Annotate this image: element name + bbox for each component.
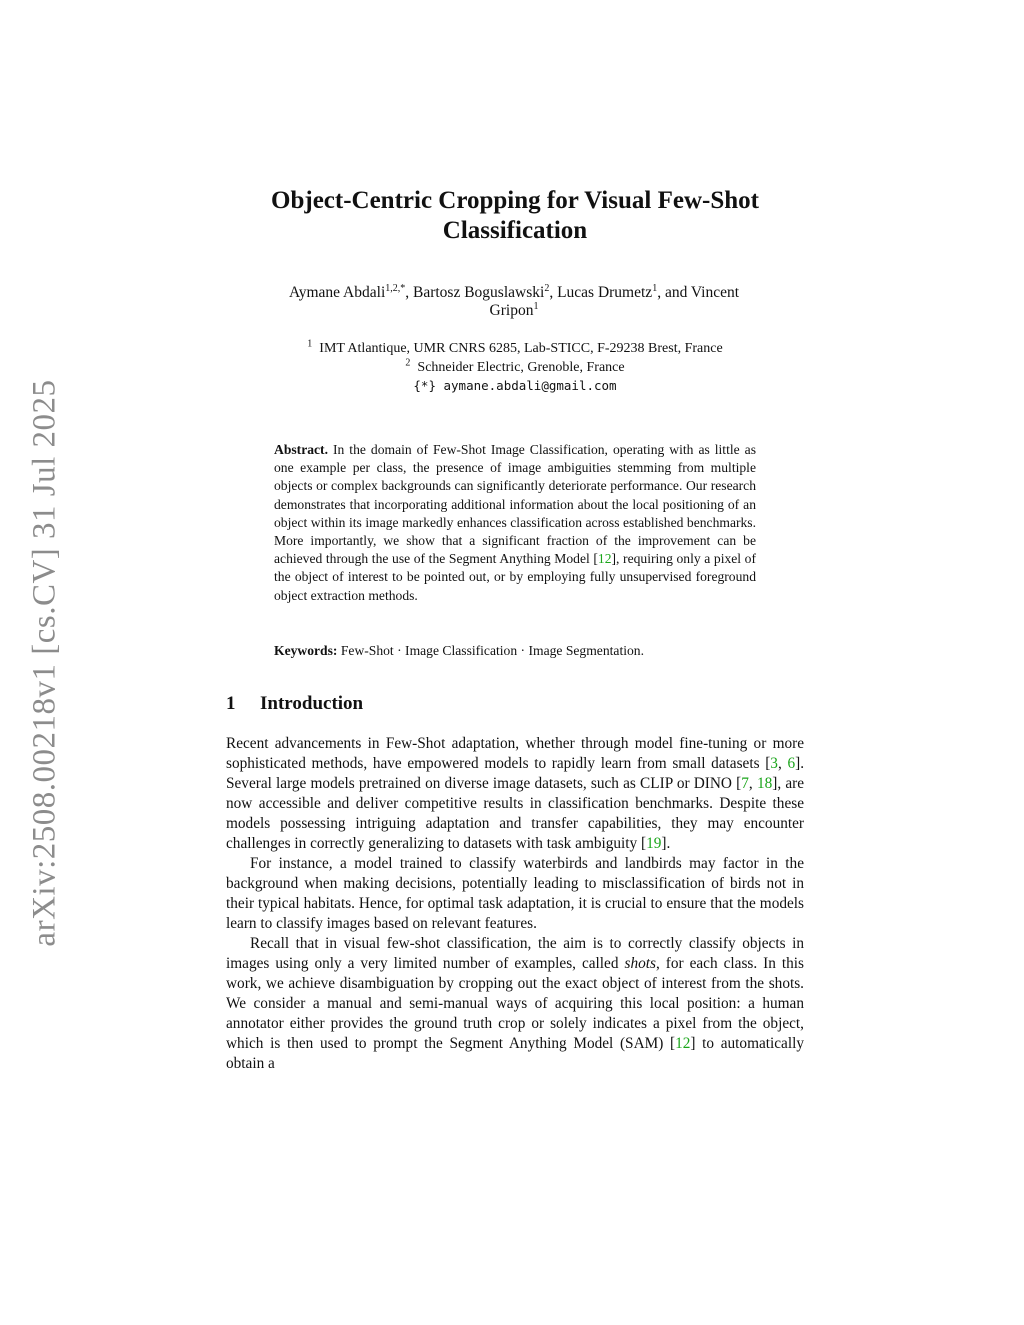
author-1: Aymane Abdali — [288, 284, 386, 301]
paragraph-text: ], are now accessible and deliver competitive results in classification benchmarks. Despite these models possessing intriguing adaptation and transfer capabilities, they may encounter challenges in correctly generalizing to datasets with task ambiguity [ — [226, 775, 805, 852]
author-4-affil: 1 — [533, 300, 539, 312]
keywords-text: Few-Shot · Image Classification · Image Segmentation. — [340, 643, 644, 658]
arxiv-sidebar — [20, 378, 70, 948]
author-1-affil: 1,2,* — [385, 282, 406, 294]
author-separator: , — [549, 284, 558, 301]
title-line-1: Object-Centric Cropping for Visual Few-Shot — [271, 187, 759, 214]
paragraph-3 — [226, 934, 804, 1074]
abstract — [274, 441, 756, 605]
contact-email[interactable]: {*} aymane.abdali@gmail.com — [413, 378, 617, 393]
paragraph-text: Recent advancements in Few-Shot adaptation, whether through model fine-tuning or more sophisticated methods, have empowered models to rapidly learn from small datasets [ — [226, 735, 804, 772]
author-3: Lucas Drumetz — [557, 284, 653, 301]
author-3-affil: 1 — [652, 282, 658, 294]
title-line-2: Classification — [442, 217, 588, 244]
paragraph-1 — [226, 734, 804, 854]
paragraph-2: For instance, a model trained to classify waterbirds and landbirds may factor in the background when making decisions, potentially leading to misclassification of birds not in their typical habitats. Hence, for optimal task adaptation, it is crucial to ensure that the models learn to classify images based on relevant features. — [226, 855, 804, 932]
author-separator: , and Vincent — [657, 284, 740, 301]
paragraph-text: ]. — [661, 835, 671, 852]
paragraph-text: ]. Several large models pretrained on diverse image datasets, such as CLIP or DINO [ — [226, 755, 805, 792]
paper-title — [228, 186, 802, 246]
citation-link[interactable]: 3 — [770, 755, 778, 772]
author-2: Bartosz Boguslawski — [413, 284, 545, 301]
paragraph-text: Recall that in visual few-shot classification, the aim is to correctly classify objects in images using only a very limited number of examples, called — [226, 935, 804, 972]
arxiv-identifier: arXiv:2508.00218v1 [cs.CV] 31 Jul 2025 — [26, 379, 63, 947]
abstract-label: Abstract. — [274, 442, 328, 457]
citation-link[interactable]: 19 — [646, 835, 662, 852]
abstract-text-end: ], requiring only a pixel of the object of interest to be pointed out, or by employing fully unsupervised foreground object extraction methods. — [274, 551, 757, 603]
section-title: Introduction — [260, 693, 364, 714]
author-2-affil: 2 — [544, 282, 550, 294]
introduction-body — [226, 734, 804, 1074]
affiliation-2-marker: 2 — [405, 356, 411, 368]
citation-separator: , — [777, 755, 788, 772]
affiliation-2-text: Schneider Electric, Grenoble, France — [417, 359, 625, 375]
emphasis-shots: shots — [624, 955, 656, 972]
citation-link[interactable]: 12 — [675, 1035, 691, 1052]
author-4: Gripon — [489, 302, 534, 319]
affiliation-1-text: IMT Atlantique, UMR CNRS 6285, Lab-STICC, F-29238 Brest, France — [319, 341, 723, 356]
citation-link[interactable]: 18 — [756, 775, 773, 792]
affiliation-2 — [230, 356, 800, 378]
section-heading — [226, 693, 363, 715]
author-list — [236, 284, 792, 320]
citation-link[interactable]: 7 — [741, 775, 749, 792]
affiliation-1 — [230, 340, 800, 359]
keywords-label: Keywords: — [274, 643, 338, 658]
abstract-text: In the domain of Few-Shot Image Classification, operating with as little as one example per class, the presence of image ambiguities stemming from multiple objects or complex backgrounds can significantly deteriorate performance. Our research demonstrates that incorporating additional information about the local positioning of an object within its image markedly enhances classification across established benchmarks. More importantly, we show that a significant fraction of the improvement can be achieved through the use of the Segment Anything Model [ — [274, 442, 756, 567]
paragraph-text: ] to automatically obtain a — [226, 1035, 804, 1072]
affiliations — [230, 340, 800, 396]
citation-link[interactable]: 12 — [597, 551, 612, 567]
keywords — [274, 642, 756, 660]
citation-link[interactable]: 6 — [787, 755, 796, 772]
section-number: 1 — [226, 693, 236, 714]
author-separator: , — [405, 284, 413, 301]
affiliation-1-marker: 1 — [307, 338, 313, 350]
paragraph-text: , for each class. In this work, we achieve disambiguation by cropping out the exact object of interest from the shots. We consider a manual and semi-manual ways of acquiring this local position: a human annotator either provides the ground truth crop or solely indicates a pixel from the object, which is then used to prompt the Segment Anything Model (SAM) [ — [226, 955, 804, 1052]
citation-separator: , — [748, 775, 757, 792]
